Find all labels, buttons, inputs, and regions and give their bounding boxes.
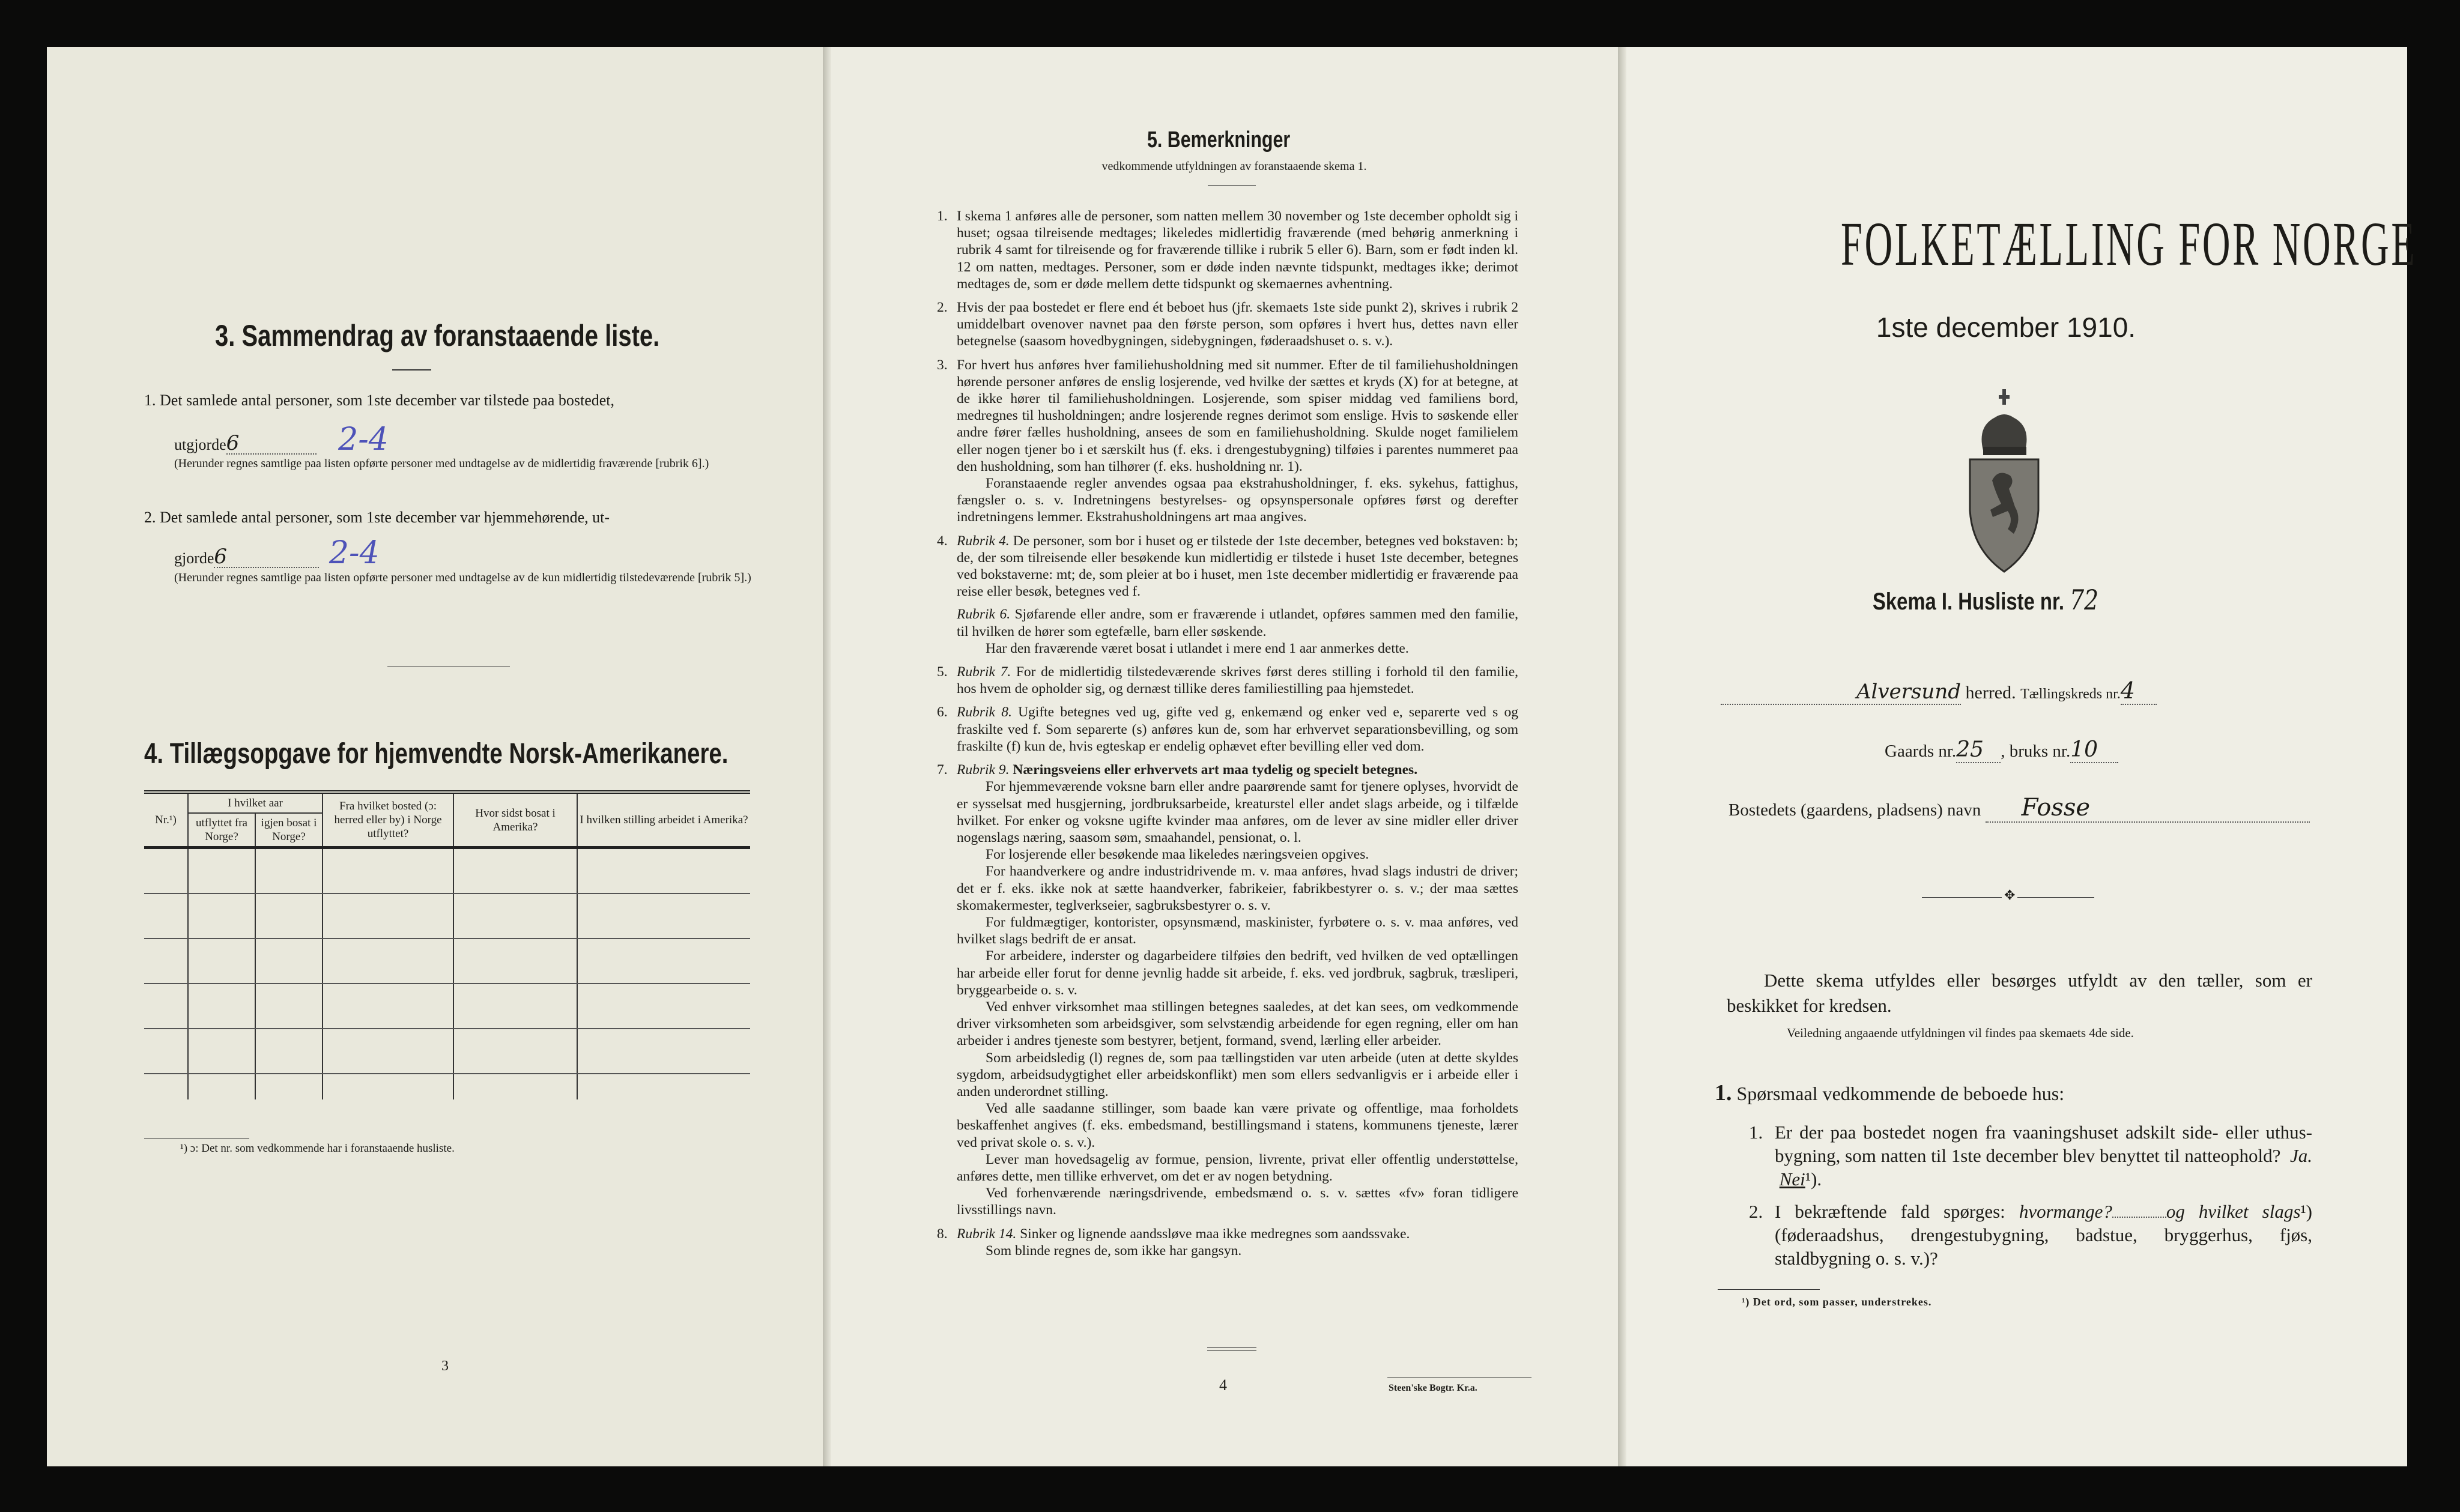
answer-yes: Ja.: [2289, 1145, 2312, 1166]
page-number: 3: [441, 1358, 449, 1374]
remark-text: Som arbeidsledig (l) regnes de, som paa tællingstiden var uten arbeide (uten at dette skyldes sygdom, arbeidsudygtighet eller arbeidskonflikt) men som ellers sedvanligvis er i arbeide eller i anden underordnet stilling.: [957, 1050, 1518, 1099]
herred-label: herred.: [1965, 683, 2016, 703]
right-footnote: ¹) Det ord, som passer, understrekes.: [1742, 1296, 1932, 1308]
divider: [1208, 185, 1256, 186]
table-row: [144, 894, 750, 939]
table-row: [144, 1029, 750, 1074]
question-2: [1775, 1200, 2312, 1270]
col-year-group: I hvilket aar: [188, 792, 323, 813]
table-row: [144, 1074, 750, 1099]
table-row: [144, 848, 750, 894]
remark-item: [937, 533, 1518, 657]
divider: [1207, 1350, 1256, 1351]
section-title: Spørsmaal vedkommende de beboede hus:: [1736, 1083, 2065, 1104]
printer-imprint: Steen'ske Bogtr. Kr.a.: [1389, 1383, 1477, 1393]
section4-footnote: ¹) ɔ: Det nr. som vedkommende har i foranstaaende husliste.: [180, 1142, 455, 1155]
col-emigrated: utflyttet fra Norge?: [188, 813, 255, 848]
census-date: 1ste december 1910.: [1876, 312, 2136, 343]
husliste-number: 72: [2070, 584, 2099, 616]
remark-item: [937, 1226, 1518, 1259]
herred-line: [1721, 677, 2291, 705]
handwritten-value: 6: [226, 434, 317, 455]
remarks-list: [937, 208, 1518, 1266]
item-number: 3.: [937, 357, 948, 373]
kreds-value: 4: [2121, 677, 2157, 705]
remark-item: [937, 664, 1518, 697]
item-number: 4.: [937, 533, 948, 549]
remark-text: For hjemmeværende voksne barn eller andre paarørende samt for tjenere oplyses, hvorvidt de er sysselsat med husgjerning, jordbruksarbeide, kreaturstel eller andet slags arbeide, og i tilfælde hvilket. For enker og voksne ugifte kvinder maa anføres, om de lever av sine midler eller driver nogenslags næring, saasom søm, smaahandel, pensionat, o. l.: [957, 779, 1518, 845]
section3-item2-answer: [174, 535, 380, 571]
section3-heading: 3. Sammendrag av foranstaaende liste.: [215, 319, 660, 352]
remark-text: For hvert hus anføres hver familiehusholdning med sit nummer. Efter de til familiehusholdningen hørende personer anføres de enslig losjerende, ved hvilke der sættes et kryds (X) for at betegne, at de ikke hører til familiehusholdningen. Losjerende, som spiser middag ved familiens bord, medregnes til husholdningen; andre losjerende regnes derimot som enslige. Hvis to søskende eller andre fører fælles husholdning, ansees de som en familiehusholdning. Skulde noget familielem eller nogen tjener bo i et særskilt hus (f. eks. i drengestubygning) tilføies i parentes nummeret paa den husholdning, som han tilhører (f. eks. husholdning nr. 1).: [957, 357, 1518, 474]
question-text: I bekræftende fald spørges:: [1775, 1201, 2005, 1222]
coat-of-arms-icon: [1965, 384, 2043, 576]
gaards-line: Gaards nr.25 , bruks nr.10: [1885, 737, 2118, 763]
rubrik-label: Rubrik 9.: [957, 762, 1010, 778]
pencil-annotation: 2-4: [338, 422, 389, 458]
col-occupation: I hvilken stilling arbeidet i Amerika?: [577, 792, 750, 848]
footnote-rule: [1718, 1289, 1820, 1290]
schema-label: [1873, 584, 2098, 616]
col-last-residence: Hvor sidst bosat i Amerika?: [453, 792, 577, 848]
rubrik-label: Rubrik 6.: [957, 606, 1011, 623]
divider: [1207, 1347, 1256, 1348]
remark-text: Hvis der paa bostedet er flere end ét beboet hus (jfr. skemaets 1ste side punkt 2), skrives i rubrik 2 umiddelbart ovenover navnet paa den første person, som opføres i hvert hus, dettes navn eller betegnelse (saasom hovedbygningen, sidebygningen, føderaadshuset o. s. v.).: [957, 300, 1518, 349]
remark-text: I skema 1 anføres alle de personer, som natten mellem 30 november og 1ste december opholdt sig i huset; ogsaa tilreisende medtages; likeledes midlertidig fraværende (med behørig anmerkning i rubrik 4 samt for tilreisende og for fraværende tillike i rubrik 5 eller 6). Barn, som er født inden kl. 12 om natten, medtages. Personer, som er døde inden nævnte tidspunkt, medtages ikke; derimot medtages de, som er døde mellem dette tidspunkt og skemaernes avhentning.: [957, 208, 1518, 292]
bruks-value: 10: [2070, 737, 2118, 763]
remark-text: Som blinde regnes de, som ikke har gangsyn.: [986, 1242, 1242, 1259]
ornament-icon: ✥: [2002, 888, 2017, 903]
question-text: ¹) (føderaadshus, drengestubygning, badstue, bryggerhus, fjøs, staldbygning o. s. v.)?: [1775, 1201, 2313, 1269]
gaards-label: Gaards nr.: [1885, 742, 1957, 761]
remark-text: Foranstaaende regler anvendes ogsaa paa ekstrahusholdninger, f. eks. sykehus, fattighus, fængsler o. s. v. Indretningens bestyrelses- og opsynspersonale opføres først og derefter indretningens lemmer. Ekstrahusholdningens art maa angives.: [957, 476, 1518, 525]
norsk-amerikanere-table: [144, 790, 750, 1099]
section1-title: [1715, 1080, 2064, 1106]
section-number: 1.: [1715, 1080, 1732, 1105]
rubrik-label: Rubrik 8.: [957, 704, 1012, 721]
remark-item: [937, 704, 1518, 755]
remark-text: Ved enhver virksomhet maa stillingen betegnes saaledes, at det kan sees, om vedkommende driver virksomheten som arbeidsgiver, som selvstændig arbeidende for egen regning, eller om han arbeider i andres tjeneste som bestyrer, betjent, formand, svend, lærling eller arbeider.: [957, 999, 1518, 1049]
divider: [392, 369, 431, 370]
col-returned: igjen bosat i Norge?: [255, 813, 323, 848]
remark-text: For de midlertidig tilstedeværende skrives først deres stilling i forhold til den familie, hos hvem de opholder sig, og dernæst tillike deres familiestilling paa hjemstedet.: [957, 664, 1519, 697]
item-number: 1.: [937, 208, 948, 224]
remark-text: Ved forhenværende næringsdrivende, embedsmænd o. s. v. sættes «fv» foran tidligere livsstillings navn.: [957, 1185, 1518, 1218]
intro-text: Dette skema utfyldes eller besørges utfyldt av den tæller, som er beskikket for kredsen.: [1727, 970, 2312, 1016]
section3-item2: 2. Det samlede antal personer, som 1ste december var hjemmehørende, ut-: [144, 509, 610, 526]
pencil-annotation: 2-4: [329, 535, 380, 571]
footnote-mark: ¹).: [1805, 1169, 1822, 1190]
section3-item1-note: (Herunder regnes samtlige paa listen opførte personer med undtagelse av de midlertidig fraværende [rubrik 6].): [174, 457, 709, 470]
remark-text: Ugifte betegnes ved ug, gifte ved g, enkemænd og enker ved e, separerte ved s og fraskilte ved f. Som separerte (s) anføres kun de, som har erhvervet separationsbevilling, og som fraskilte (f) kun de, hvis egteskap er endelig ophævet efter bevilling eller ved dom.: [957, 704, 1518, 754]
question-number: 2.: [1749, 1201, 1763, 1222]
item-number: 2.: [937, 300, 948, 316]
remark-item: [937, 357, 1518, 526]
answer-no-underlined: Nei: [1779, 1169, 1805, 1190]
page-fold: [1618, 47, 1626, 1466]
remark-text: Ved alle saadanne stillinger, som baade kan være private og offentlige, maa forholdets beskaffenhet angives (f. eks. embedsmand, bestillingsmand i statens, kommunens tjeneste, lærer ved privat skole o. s. v.).: [957, 1101, 1518, 1151]
guidance-text: Veiledning angaaende utfyldningen vil findes paa skemaets 4de side.: [1787, 1026, 2134, 1040]
remark-text: For haandverkere og andre industridrivende m. v. maa anføres, hvad slags industri de driver; det er f. eks. ikke nok at sætte haandverker, fabrikeier, fabrikbestyrer o. s. v.; der maa sættes skomakermester, teglverkseier, sagbruksbestyrer o. s. v.: [957, 863, 1518, 913]
herred-value: Alversund: [1856, 680, 1961, 704]
label: gjorde: [174, 549, 214, 567]
section4-heading: 4. Tillægsopgave for hjemvendte Norsk-Amerikanere.: [144, 738, 729, 770]
section3-item2-note: (Herunder regnes samtlige paa listen opførte personer med undtagelse av de kun midlertidig tilstedeværende [rubrik 5].): [174, 571, 751, 584]
remark-item: [937, 761, 1518, 1218]
col-from-where: Fra hvilket bosted (ɔ: herred eller by) i Norge utflyttet?: [323, 792, 453, 848]
remark-text: Sjøfarende eller andre, som er fraværende i utlandet, opføres sammen med den familie, til hvilken de hører som egtefælle, barn eller søskende.: [957, 606, 1518, 640]
table-row: [144, 984, 750, 1029]
remark-text: De personer, som bor i huset og er tilstede der 1ste december, betegnes ved bokstaven: b; de, der som tilreisende eller besøkende kun midlertidig er tilstede i huset 1ste december, betegnes ved bokstaverne: mt; de, som pleier at bo i huset, men 1ste december midlertidig er fraværende paa reise eller besøk, betegnes ved f.: [957, 533, 1518, 600]
item-number: 7.: [937, 762, 948, 778]
bosted-line: [1728, 794, 2310, 823]
question-text: hvormange?: [2019, 1201, 2112, 1222]
item-number: 5.: [937, 664, 948, 680]
rubrik-label: Rubrik 4.: [957, 533, 1010, 549]
howmany-field: [2112, 1217, 2166, 1218]
section3-item1: 1. Det samlede antal personer, som 1ste december var tilstede paa bostedet,: [144, 392, 615, 409]
item-number: 8.: [937, 1226, 948, 1242]
document-title: FOLKETÆLLING FOR NORGE: [1841, 210, 2417, 279]
herred-field: [1721, 680, 1961, 705]
remark-text: For arbeidere, inderster og dagarbeidere tilføies den bedrift, ved hvilken de ved optællingen har arbeide eller forut for denne jevnlig hadde sit arbeide, f. eks. ved jordbruk, sagbruk, træsliperi, bryggearbeide o. s. v.: [957, 948, 1518, 998]
question-text: og hvilket slags: [2166, 1201, 2301, 1222]
bosted-label: Bostedets (gaardens, pladsens) navn: [1728, 800, 1981, 820]
rubrik-label: Rubrik 14.: [957, 1226, 1017, 1242]
schema-husliste-label: Skema I. Husliste nr.: [1873, 588, 2065, 615]
col-nr: Nr.¹): [155, 814, 177, 826]
question-1: [1775, 1120, 2312, 1191]
page-fold: [823, 47, 831, 1466]
remark-item: [937, 299, 1518, 350]
rubrik-label: Rubrik 7.: [957, 664, 1011, 680]
handwritten-value: 6: [214, 547, 319, 568]
question-number: 1.: [1749, 1122, 1763, 1143]
item-number: 6.: [937, 704, 948, 721]
remark-text: For fuldmægtiger, kontorister, opsynsmænd, maskinister, fyrbøtere o. s. v. maa anføres, ved hvilket slags bedrift de er ansat.: [957, 914, 1518, 948]
remark-text: Sinker og lignende aandssløve maa ikke medregnes som aandssvake.: [1020, 1226, 1410, 1242]
remarks-subheading: vedkommende utfyldningen av foranstaaende skema 1.: [1101, 160, 1367, 173]
bosted-field: [1986, 794, 2310, 823]
remark-text: Næringsveiens eller erhvervets art maa tydelig og specielt betegnes.: [1013, 762, 1418, 778]
table-row: [144, 939, 750, 984]
page-number: 4: [1219, 1376, 1227, 1394]
remark-text: Har den fraværende været bosat i utlandet i mere end 1 aar anmerkes dette.: [986, 640, 1409, 656]
bruks-label: bruks nr.: [2009, 742, 2071, 761]
remarks-heading: 5. Bemerkninger: [1147, 127, 1291, 153]
label: utgjorde: [174, 436, 226, 453]
remark-text: For losjerende eller besøkende maa likeledes næringsveien opgives.: [986, 847, 1369, 863]
remark-item: [937, 208, 1518, 292]
bosted-value: Fosse: [2021, 794, 2091, 821]
kreds-label: Tællingskreds nr.: [2020, 686, 2121, 702]
gaards-value: 25: [1956, 737, 2001, 763]
section3-item1-answer: [174, 422, 389, 458]
question-text: Er der paa bostedet nogen fra vaaningshuset adskilt side- eller uthus-bygning, som natten til 1ste december blev benyttet til natteophold?: [1775, 1122, 2312, 1166]
remark-text: Lever man hovedsagelig av formue, pension, livrente, privat eller offentlig understøttelse, anføres dette, men tillike erhvervet, om det er av nogen betydning.: [957, 1151, 1518, 1184]
